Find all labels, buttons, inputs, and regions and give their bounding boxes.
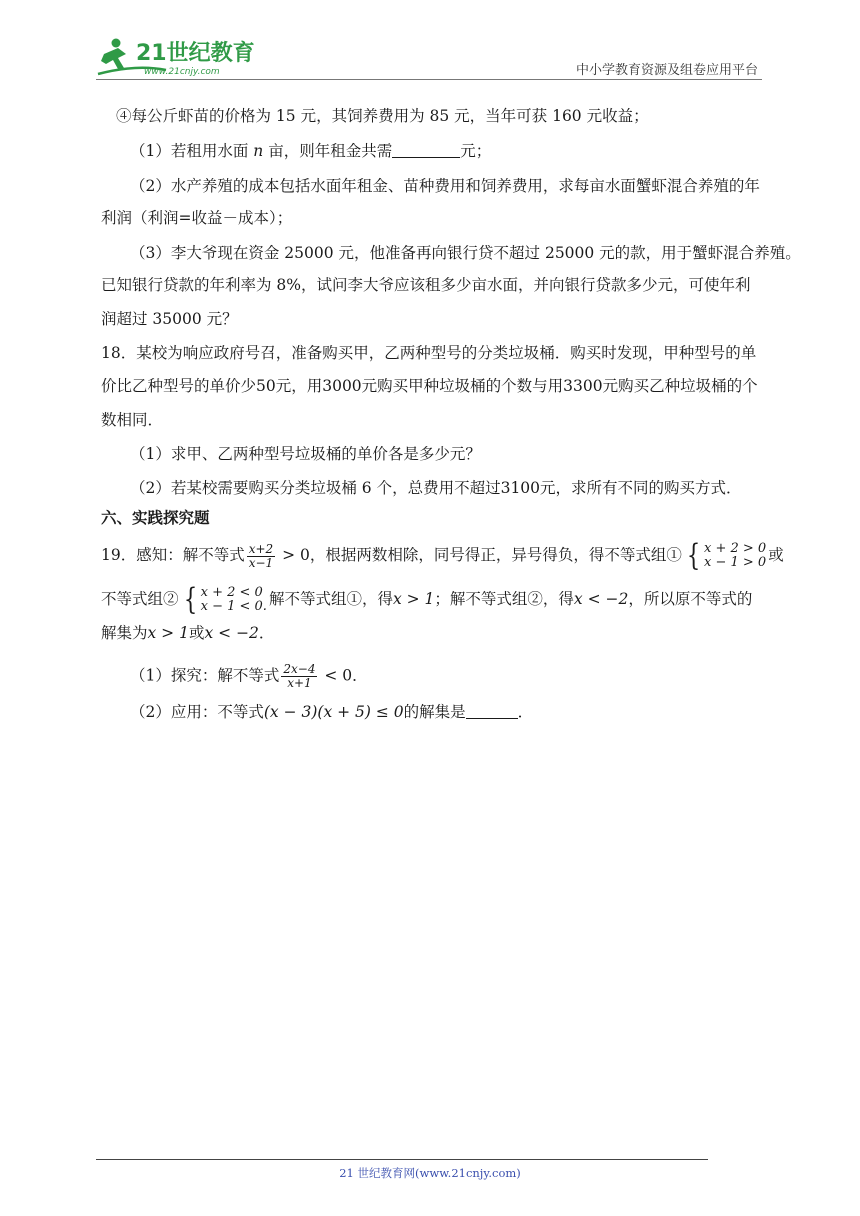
question-18-line3: 数相同．: [101, 411, 164, 429]
question-17-part-3-line1: （3）李大爷现在资金 25000 元，他准备再向银行贷不超过 25000 元的款，用于蟹虾混合养殖。: [130, 244, 801, 262]
footer-divider: [96, 1159, 708, 1160]
answer-blank[interactable]: [392, 142, 460, 158]
variable-n: n: [253, 142, 264, 160]
inequality-system-2: { x + 2 < 0 x − 1 < 0.: [183, 582, 267, 617]
question-18-line2: 价比乙种型号的单价少50元，用3000元购买甲种垃圾桶的个数与用3300元购买乙种垃圾桶的个: [101, 377, 758, 395]
question-19-line1: 19．感知：解不等式 $\frac{x+2}{x-1}$ > 0，根据两数相除，同号得正，异号得负，得不等式组① { x + 2 > 0 x − 1 > 0 或: [101, 538, 784, 573]
header-divider: [96, 79, 762, 80]
fraction: $\frac{x+2}{x-1}$: [248, 541, 274, 570]
question-18-part-1: （1）求甲、乙两种型号垃圾桶的单价各是多少元？: [130, 445, 481, 463]
question-17-part-3-line2: 已知银行贷款的年利率为 8%，试问李大爷应该租多少亩水面，并向银行贷款多少元，可使年利: [101, 276, 751, 294]
question-17-part-2-line1: （2）水产养殖的成本包括水面年租金、苗种费用和饲养费用，求每亩水面蟹虾混合养殖的年: [130, 177, 760, 195]
question-17-part-1: （1）若租用水面 n 亩，则年租金共需 元；: [130, 142, 492, 160]
section-heading: 六、实践探究题: [101, 509, 210, 527]
question-18-line1: 18．某校为响应政府号召，准备购买甲，乙两种型号的分类垃圾桶．购买时发现，甲种型号的单: [101, 344, 757, 362]
question-17-part-3-line3: 润超过 35000 元？: [101, 310, 238, 328]
logo-url: www.21cnjy.com: [144, 67, 220, 77]
footer-site-link[interactable]: 21 世纪教育网(www.21cnjy.com): [339, 1166, 521, 1180]
item-4-line: ④每公斤虾苗的价格为 15 元，其饲养费用为 85 元，当年可获 160 元收益；: [116, 107, 649, 125]
header-platform-text: 中小学教育资源及组卷应用平台: [575, 63, 758, 78]
question-19-line2: 不等式组② { x + 2 < 0 x − 1 < 0. 解不等式组①，得x > 1；解不等式组②，得x < −2，所以原不等式的: [101, 582, 753, 617]
question-19-part-2: （2）应用：不等式(x − 3)(x + 5) ≤ 0的解集是 ．: [130, 703, 534, 721]
inequality-system-1: { x + 2 > 0 x − 1 > 0: [686, 538, 767, 573]
fraction: $\frac{2x-4}{x+1}$: [283, 662, 316, 690]
question-17-part-2-line2: 利润（利润=收益－成本）；: [101, 209, 293, 227]
logo-text: 21世纪教育: [136, 41, 255, 66]
question-18-part-2: （2）若某校需要购买分类垃圾桶 6 个，总费用不超过3100元，求所有不同的购买方式．: [130, 479, 742, 497]
site-logo[interactable]: [96, 34, 266, 80]
question-19-line3: 解集为x > 1或x < −2．: [101, 624, 275, 642]
question-19-part-1: （1）探究：解不等式 $\frac{2x-4}{x+1}$ < 0．: [130, 662, 368, 690]
answer-blank[interactable]: [466, 703, 518, 719]
